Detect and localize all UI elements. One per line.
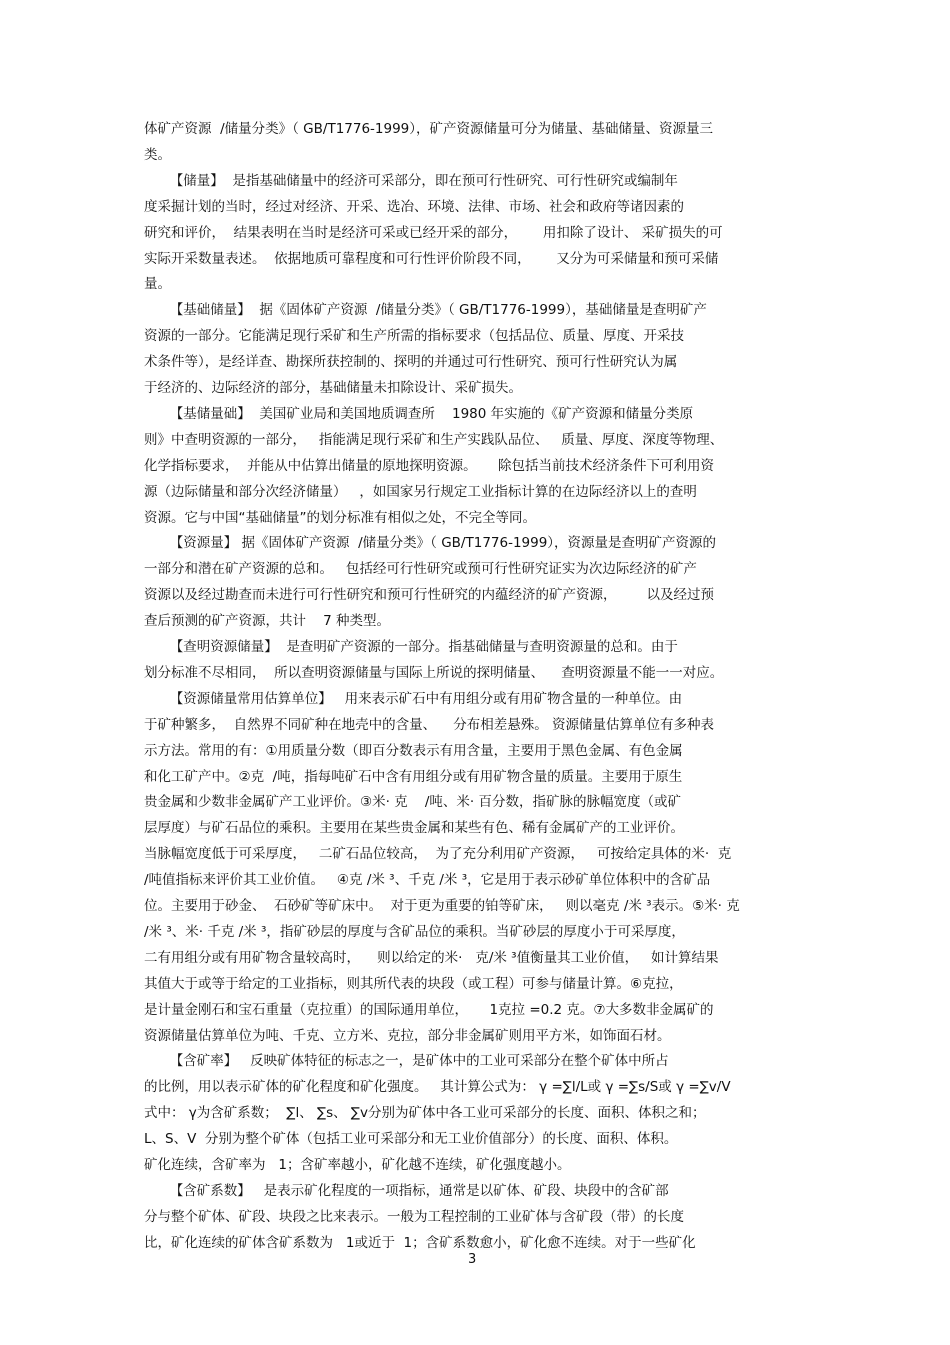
text-line: 分与整个矿体、矿段、块段之比来表示。一般为工程控制的工业矿体与含矿段（带）的长度 — [144, 1208, 684, 1225]
text-line: 其值大于或等于给定的工业指标，则其所代表的块段（或工程）可参与储量计算。⑥克拉， — [144, 975, 683, 992]
text-line: 当脉幅宽度低于可采厚度， 二矿石品位较高， 为了充分利用矿产资源， 可按给定具体的米· 克 — [144, 846, 732, 863]
text-line: 化学指标要求， 并能从中估算出储量的原地探明资源。 除包括当前技术经济条件下可利用资 — [144, 457, 715, 474]
text-line: 资源的一部分。它能满足现行采矿和生产所需的指标要求（包括品位、质量、厚度、开采技 — [144, 328, 684, 345]
text-line: 【资源量】 据《固体矿产资源 /储量分类》（ GB/T1776-1999），资源量是查明矿产资源的 — [144, 535, 717, 552]
text-line: 术条件等），是经详查、勘探所获控制的、探明的并通过可行性研究、预可行性研究认为属 — [144, 354, 678, 371]
text-line: 类。 — [144, 146, 171, 163]
page-number: 3 — [468, 1252, 477, 1267]
text-line: 量。 — [144, 276, 171, 293]
text-line: 资源储量估算单位为吨、千克、立方米、克拉，部分非金属矿则用平方米，如饰面石材。 — [144, 1027, 671, 1044]
text-line: 则》中查明资源的一部分， 指能满足现行采矿和生产实践队品位、 质量、厚度、深度等物理、 — [144, 431, 724, 448]
text-line: 贵金属和少数非金属矿产工业评价。③米· 克 /吨、米· 百分数，指矿脉的脉幅宽度（或矿 — [144, 794, 681, 811]
text-line: 层厚度）与矿石品位的乘积。主要用在某些贵金属和某些有色、稀有金属矿产的工业评价。 — [144, 820, 684, 837]
text-line: 于经济的、边际经济的部分，基础储量未扣除设计、采矿损失。 — [144, 380, 522, 396]
text-line: 【查明资源储量】 是查明矿产资源的一部分。指基础储量与查明资源量的总和。由于 — [144, 639, 678, 655]
text-line: 位。主要用于砂金、 石砂矿等矿床中。 对于更为重要的铂等矿床， 则以毫克 /米 ³表示。⑤米· 克 — [144, 898, 740, 914]
text-line: 资源以及经过勘查而未进行可行性研究和预可行性研究的内蕴经济的矿产资源， 以及经过预 — [144, 587, 715, 604]
text-line: /吨值指标来评价其工业价值。 ④克 /米 ³、千克 /米 ³，它是用于表示砂矿单位体积中的含矿品 — [144, 872, 711, 889]
text-line: 【储量】 是指基础储量中的经济可采部分，即在预可行性研究、可行性研究或编制年 — [144, 172, 678, 189]
text-line: /米 ³、米· 千克 /米 ³，指矿砂层的厚度与含矿品位的乘积。当矿砂层的厚度小于可采厚度， — [144, 923, 685, 940]
text-line: 源（边际储量和部分次经济储量） ，如国家另行规定工业指标计算的在边际经济以上的查明 — [144, 483, 697, 500]
text-line: 度采掘计划的当时，经过对经济、开采、选冶、环境、法律、市场、社会和政府等诸因素的 — [144, 198, 684, 215]
text-line: 研究和评价， 结果表明在当时是经济可采或已经开采的部分， 用扣除了设计、 采矿损失的可 — [144, 224, 723, 241]
text-line: 【基储量础】 美国矿业局和美国地质调查所 1980 年实施的《矿产资源和储量分类原 — [144, 405, 694, 422]
text-line: 资源。它与中国“基础储量”的划分标准有相似之处，不完全等同。 — [144, 509, 536, 526]
text-line: 和化工矿产中。②克 /吨，指每吨矿石中含有用组分或有用矿物含量的质量。主要用于原生 — [144, 768, 683, 785]
text-line: 比，矿化连续的矿体含矿系数为 1或近于 1；含矿系数愈小，矿化愈不连续。对于一些矿化 — [144, 1234, 696, 1251]
text-line: 查后预测的矿产资源，共计 7 种类型。 — [144, 613, 391, 630]
text-line: 矿化连续，含矿率为 1；含矿率越小，矿化越不连续，矿化强度越小。 — [144, 1157, 571, 1173]
text-line: 【含矿系数】 是表示矿化程度的一项指标，通常是以矿体、矿段、块段中的含矿部 — [144, 1182, 669, 1199]
text-line: 【基础储量】 据《固体矿产资源 /储量分类》（ GB/T1776-1999），基础储量是查明矿产 — [144, 302, 707, 319]
text-line: 的比例，用以表示矿体的矿化程度和矿化强度。 其计算公式为： γ =∑l/L或 γ =∑s/S或 γ =∑v/V — [144, 1079, 731, 1096]
text-line: 一部分和潜在矿产资源的总和。 包括经可行性研究或预可行性研究证实为次边际经济的矿产 — [144, 561, 697, 578]
text-line: 实际开采数量表述。 依据地质可靠程度和可行性评价阶段不同， 又分为可采储量和预可采储 — [144, 250, 719, 267]
text-line: 【资源储量常用估算单位】 用来表示矿石中有用组分或有用矿物含量的一种单位。由 — [144, 690, 683, 707]
text-line: L、S、V 分别为整个矿体（包括工业可采部分和无工业价值部分）的长度、面积、体积。 — [144, 1131, 678, 1148]
text-line: 是计量金刚石和宝石重量（克拉重）的国际通用单位， 1克拉 =0.2 克。⑦大多数非金属矿的 — [144, 1001, 714, 1018]
text-line: 式中： γ为含矿系数； ∑l、 ∑s、 ∑v分别为矿体中各工业可采部分的长度、面积、体积之和； — [144, 1105, 706, 1122]
text-line: 二有用组分或有用矿物含量较高时， 则以给定的米· 克/米 ³值衡量其工业价值， 如计算结果 — [144, 949, 719, 966]
text-line: 划分标准不尽相同， 所以查明资源储量与国际上所说的探明储量、 查明资源量不能一一对应。 — [144, 664, 724, 681]
text-line: 体矿产资源 /储量分类》（ GB/T1776-1999），矿产资源储量可分为储量、基础储量、资源量三 — [144, 121, 714, 137]
text-line: 于矿种繁多， 自然界不同矿种在地壳中的含量、 分布相差悬殊。 资源储量估算单位有多种表 — [144, 716, 715, 733]
text-line: 【含矿率】 反映矿体特征的标志之一，是矿体中的工业可采部分在整个矿体中所占 — [144, 1053, 669, 1070]
text-line: 示方法。常用的有：①用质量分数（即百分数表示有用含量，主要用于黑色金属、有色金属 — [144, 742, 683, 759]
